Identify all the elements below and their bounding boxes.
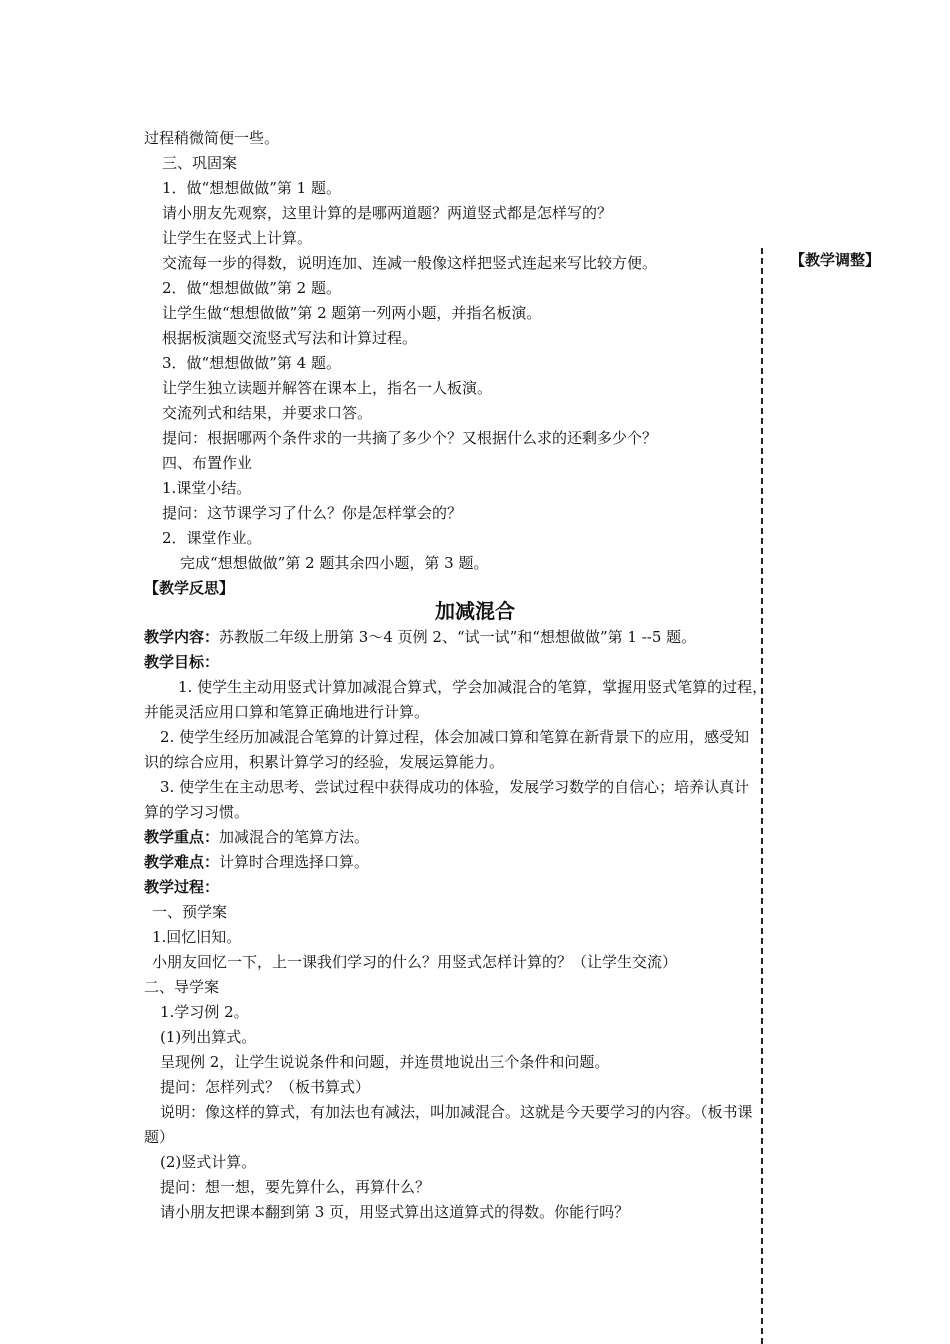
objective-line: 算的学习习惯。 — [144, 803, 250, 821]
text-line: 提问：这节课学习了什么？你是怎样掌会的？ — [162, 504, 463, 522]
text-line: 让学生独立读题并解答在课本上，指名一人板演。 — [162, 379, 493, 397]
content-row — [144, 627, 696, 647]
sidebar-teaching-adjustment: 【教学调整】 — [790, 251, 881, 269]
text-line: 提问：根据哪两个条件求的一共摘了多少个？又根据什么求的还剩多少个？ — [162, 429, 658, 447]
text-line: 提问：想一想，要先算什么，再算什么？ — [160, 1178, 431, 1196]
text-line: 让学生在竖式上计算。 — [162, 229, 313, 247]
text-line: 1.回忆旧知。 — [152, 928, 242, 946]
reflection-heading: 【教学反思】 — [144, 579, 235, 597]
difficulty-row — [144, 852, 369, 872]
section-heading: 三、巩固案 — [162, 154, 238, 172]
text-line: 1.学习例 2。 — [160, 1003, 249, 1021]
process-label: 教学过程： — [144, 878, 220, 896]
key-point-text: 加减混合的笔算方法。 — [219, 828, 370, 846]
text-line: 2．做“想想做做”第 2 题。 — [162, 279, 341, 297]
text-line: 2．课堂作业。 — [162, 529, 262, 547]
text-line: 请小朋友把课本翻到第 3 页，用竖式算出这道算式的得数。你能行吗？ — [160, 1203, 630, 1221]
text-line: 1．做“想想做做”第 1 题。 — [162, 179, 341, 197]
text-line: 根据板演题交流竖式写法和计算过程。 — [162, 329, 418, 347]
text-line: 交流每一步的得数，说明连加、连减一般像这样把竖式连起来写比较方便。 — [162, 254, 658, 272]
objective-line: 1. 使学生主动用竖式计算加减混合算式，学会加减混合的笔算，掌握用竖式笔算的过程， — [178, 678, 768, 696]
section-heading: 二、导学案 — [144, 978, 220, 996]
objective-line: 识的综合应用，积累计算学习的经验，发展运算能力。 — [144, 753, 505, 771]
text-line: 完成“想想做做”第 2 题其余四小题，第 3 题。 — [180, 554, 489, 572]
text-line: 1.课堂小结。 — [162, 479, 252, 497]
text-line: 呈现例 2，让学生说说条件和问题，并连贯地说出三个条件和问题。 — [160, 1053, 610, 1071]
section-heading: 四、布置作业 — [162, 454, 253, 472]
text-line: (2)竖式计算。 — [160, 1153, 257, 1171]
objective-line: 并能灵活应用口算和笔算正确地进行计算。 — [144, 703, 430, 721]
text-line: 说明：像这样的算式，有加法也有减法，叫加减混合。这就是今天要学习的内容。（板书课 — [160, 1103, 753, 1121]
text-line: (1)列出算式。 — [160, 1028, 257, 1046]
text-line: 交流列式和结果，并要求口答。 — [162, 404, 373, 422]
text-line: 3．做“想想做做”第 4 题。 — [162, 354, 341, 372]
content-text: 苏教版二年级上册第 3～4 页例 2、“试一试”和“想想做做”第 1 --5 题。 — [219, 628, 697, 646]
text-line: 请小朋友先观察，这里计算的是哪两道题？两道竖式都是怎样写的？ — [162, 204, 613, 222]
key-point-label: 教学重点： — [144, 828, 220, 846]
section-heading: 一、预学案 — [152, 903, 228, 921]
text-line: 题） — [144, 1128, 175, 1146]
objective-line: 3. 使学生在主动思考、尝试过程中获得成功的体验，发展学习数学的自信心；培养认真计 — [160, 778, 750, 796]
objectives-label: 教学目标： — [144, 653, 220, 671]
text-line: 过程稍微简便一些。 — [144, 129, 280, 147]
text-line: 让学生做“想想做做”第 2 题第一列两小题，并指名板演。 — [162, 304, 542, 322]
margin-divider — [761, 248, 763, 1344]
difficulty-text: 计算时合理选择口算。 — [219, 853, 370, 871]
text-line: 小朋友回忆一下，上一课我们学习的什么？用竖式怎样计算的？（让学生交流） — [152, 953, 678, 971]
content-label: 教学内容： — [144, 628, 220, 646]
lesson-title: 加减混合 — [435, 599, 515, 623]
objective-line: 2. 使学生经历加减混合笔算的计算过程，体会加减口算和笔算在新背景下的应用，感受知 — [160, 728, 750, 746]
text-line: 提问：怎样列式？（板书算式） — [160, 1078, 371, 1096]
difficulty-label: 教学难点： — [144, 853, 220, 871]
key-point-row — [144, 827, 369, 847]
